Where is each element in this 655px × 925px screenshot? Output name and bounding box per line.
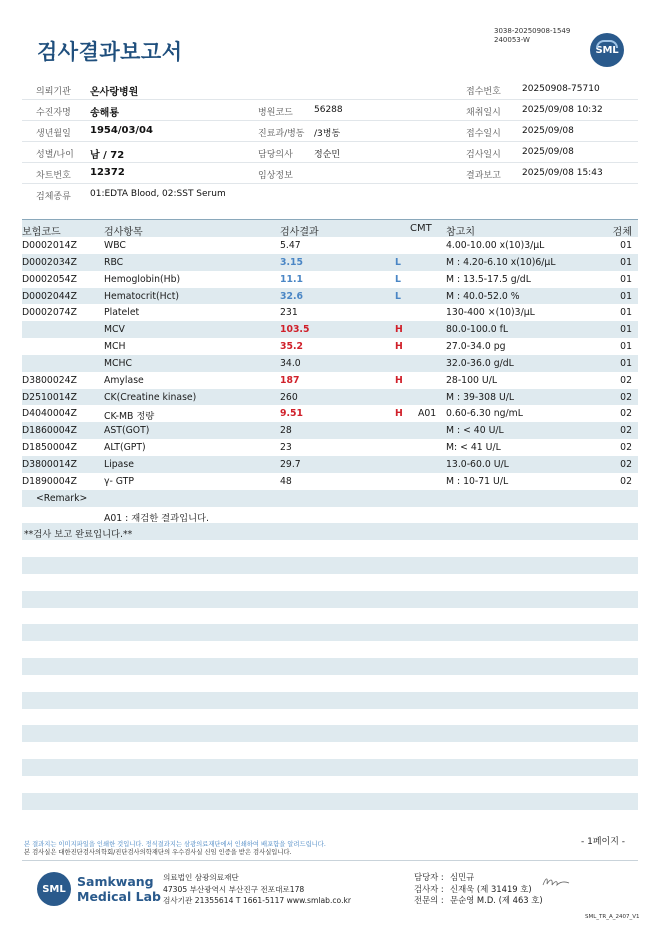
header-ref: 참고치 bbox=[446, 227, 475, 238]
specimen-value: 01:EDTA Blood, 02:SST Serum bbox=[90, 189, 226, 199]
cell-flag: L bbox=[395, 273, 401, 285]
staff-label: 전문의 : bbox=[414, 895, 444, 905]
cell-name: WBC bbox=[104, 240, 126, 251]
cell-ref: 130-400 ×(10)3/μL bbox=[446, 307, 535, 319]
cell-ref: 13.0-60.0 U/L bbox=[446, 458, 509, 470]
empty-row bbox=[22, 725, 638, 742]
cell-specimen: 01 bbox=[620, 290, 632, 302]
header-code: 보험코드 bbox=[22, 227, 61, 238]
cell-name: MCV bbox=[104, 324, 125, 336]
cell-ref: 80.0-100.0 fL bbox=[446, 324, 509, 336]
cell-code: D0002054Z bbox=[22, 273, 77, 285]
cell-code: D0002014Z bbox=[22, 240, 77, 251]
cell-result: 48 bbox=[280, 475, 292, 487]
cell-specimen: 02 bbox=[620, 425, 632, 437]
form-code: SML_TR_A_2407_V1 bbox=[585, 914, 640, 920]
table-row bbox=[22, 338, 638, 355]
cell-specimen: 02 bbox=[620, 442, 632, 454]
cell-flag: H bbox=[395, 408, 403, 420]
info-row bbox=[22, 142, 638, 163]
cell-result: 32.6 bbox=[280, 290, 303, 302]
cell-specimen: 01 bbox=[620, 357, 632, 369]
footer-brand bbox=[77, 874, 161, 904]
cell-specimen: 01 bbox=[620, 240, 632, 251]
collected-value: 2025/09/08 10:32 bbox=[522, 105, 603, 115]
chart-label: 차트번호 bbox=[36, 171, 71, 181]
brand-line1: Samkwang bbox=[77, 874, 154, 889]
footer-staff bbox=[414, 872, 543, 907]
footer-notes bbox=[24, 841, 326, 857]
patient-value: 송해룡 bbox=[90, 108, 119, 119]
dob-value: 1954/03/04 bbox=[90, 125, 153, 136]
cell-result: 29.7 bbox=[280, 458, 301, 470]
cell-ref: M : 13.5-17.5 g/dL bbox=[446, 273, 531, 285]
empty-row bbox=[22, 641, 638, 658]
cell-specimen: 01 bbox=[620, 256, 632, 268]
cell-name: ALT(GPT) bbox=[104, 442, 146, 454]
cell-result: 5.47 bbox=[280, 240, 301, 251]
cell-cmt: A01 bbox=[418, 408, 437, 420]
cell-name: MCH bbox=[104, 341, 126, 353]
cell-code: D0002034Z bbox=[22, 256, 77, 268]
tested-label: 검사일시 bbox=[466, 150, 501, 160]
hospital-code-label: 병원코드 bbox=[258, 108, 293, 118]
cell-code: D2510014Z bbox=[22, 391, 77, 403]
empty-row bbox=[22, 658, 638, 675]
document-id-line2: 240053-W bbox=[494, 35, 530, 44]
staff-value: 문순영 M.D. (제 463 호) bbox=[450, 895, 543, 905]
cell-result: 231 bbox=[280, 307, 298, 319]
org-contact: 검사기관 21355614 T 1661-5117 www.smlab.co.kr bbox=[163, 896, 351, 905]
collected-label: 채취일시 bbox=[466, 108, 501, 118]
cell-code: D1850004Z bbox=[22, 442, 77, 454]
cell-name: CK(Creatine kinase) bbox=[104, 391, 197, 403]
table-row bbox=[22, 456, 638, 473]
table-row bbox=[22, 473, 638, 490]
received-label: 접수일시 bbox=[466, 129, 501, 139]
cell-name: CK-MB 정량 bbox=[104, 411, 155, 423]
cell-ref: 0.60-6.30 ng/mL bbox=[446, 408, 523, 420]
table-row bbox=[22, 304, 638, 321]
footer-sml-logo-icon bbox=[37, 872, 71, 906]
sml-logo-text: SML bbox=[595, 44, 619, 56]
cell-result: 9.51 bbox=[280, 408, 303, 420]
table-row bbox=[22, 288, 638, 305]
cell-result: 11.1 bbox=[280, 273, 303, 285]
table-row bbox=[22, 405, 638, 422]
cell-ref: M : 40.0-52.0 % bbox=[446, 290, 520, 302]
cell-result: 34.0 bbox=[280, 357, 301, 369]
cell-code: D1890004Z bbox=[22, 475, 77, 487]
footer-note-cert: 본 검사실은 대한진단검사의학회/진단검사의학재단의 우수검사실 신임 인증을 받은 검사실입니다. bbox=[24, 849, 292, 856]
cell-flag: L bbox=[395, 256, 401, 268]
cell-name: RBC bbox=[104, 256, 124, 268]
cell-specimen: 02 bbox=[620, 458, 632, 470]
sex-age-value: 남 / 72 bbox=[90, 150, 125, 161]
table-row bbox=[22, 490, 638, 507]
document-id bbox=[494, 27, 570, 44]
cell-result: 103.5 bbox=[280, 324, 310, 336]
footer-divider bbox=[22, 860, 638, 861]
cell-specimen: 02 bbox=[620, 391, 632, 403]
empty-row bbox=[22, 675, 638, 692]
cell-ref: M : 10-71 U/L bbox=[446, 475, 509, 487]
cell-result: 187 bbox=[280, 374, 300, 386]
dept-label: 진료과/병동 bbox=[258, 129, 305, 139]
footer-org bbox=[163, 872, 351, 907]
empty-row bbox=[22, 574, 638, 591]
doctor-value: 정순민 bbox=[314, 150, 341, 160]
cell-code: D0002044Z bbox=[22, 290, 77, 302]
cell-flag: L bbox=[395, 290, 401, 302]
cell-flag: H bbox=[395, 341, 403, 353]
signature-icon bbox=[541, 875, 571, 889]
org-name: 의료법인 삼광의료재단 bbox=[163, 873, 239, 882]
sml-logo-icon bbox=[590, 33, 624, 67]
chart-value: 12372 bbox=[90, 167, 125, 178]
table-row bbox=[22, 422, 638, 439]
remark-text: A01 : 재검한 결과입니다. bbox=[104, 512, 209, 524]
reported-label: 결과보고 bbox=[466, 171, 501, 181]
empty-row bbox=[22, 591, 638, 608]
dept-value: /3병동 bbox=[314, 129, 341, 139]
cell-name: MCHC bbox=[104, 357, 132, 369]
footer-note-image: 본 결과지는 이미지파일을 인쇄한 것입니다. 정식결과지는 삼광의료재단에서 인쇄하여 배포함을 알려드립니다. bbox=[24, 841, 326, 848]
cell-specimen: 01 bbox=[620, 273, 632, 285]
empty-row bbox=[22, 608, 638, 625]
hospital-value: 온사랑병원 bbox=[90, 87, 139, 98]
page-title: 검사결과보고서 bbox=[37, 40, 183, 64]
staff-label: 담당자 : bbox=[414, 872, 444, 882]
report-complete: **검사 보고 완료입니다.** bbox=[24, 529, 133, 541]
staff-value: 신재욱 (제 31419 호) bbox=[450, 883, 532, 894]
empty-row bbox=[22, 692, 638, 709]
staff-label: 검사자 : bbox=[414, 883, 444, 894]
tested-value: 2025/09/08 bbox=[522, 147, 574, 157]
cell-result: 3.15 bbox=[280, 256, 303, 268]
header-cmt: CMT bbox=[410, 223, 432, 234]
table-row bbox=[22, 389, 638, 406]
cell-ref: M: < 41 U/L bbox=[446, 442, 501, 454]
patient-info bbox=[22, 79, 638, 205]
cell-result: 35.2 bbox=[280, 341, 303, 353]
cell-flag: H bbox=[395, 374, 403, 386]
hospital-label: 의뢰기관 bbox=[36, 87, 71, 97]
cell-specimen: 02 bbox=[620, 475, 632, 487]
cell-ref: 32.0-36.0 g/dL bbox=[446, 357, 514, 369]
cell-specimen: 01 bbox=[620, 324, 632, 336]
empty-row bbox=[22, 624, 638, 641]
cell-ref: M : 39-308 U/L bbox=[446, 391, 515, 403]
cell-flag: H bbox=[395, 324, 403, 336]
staff-value: 심민규 bbox=[450, 872, 475, 882]
table-header bbox=[22, 219, 638, 237]
receipt-no-label: 접수번호 bbox=[466, 87, 501, 97]
cell-code: D3800014Z bbox=[22, 458, 77, 470]
remark-label: <Remark> bbox=[36, 492, 88, 504]
cell-result: 23 bbox=[280, 442, 292, 454]
table-row bbox=[22, 237, 638, 254]
hospital-code-value: 56288 bbox=[314, 105, 343, 115]
cell-ref: M : 4.20-6.10 x(10)6/μL bbox=[446, 256, 556, 268]
info-row bbox=[22, 100, 638, 121]
table-row bbox=[22, 439, 638, 456]
cell-ref: 28-100 U/L bbox=[446, 374, 498, 386]
cell-name: Hemoglobin(Hb) bbox=[104, 273, 181, 285]
document-id-line1: 3038-20250908-1549 bbox=[494, 27, 571, 35]
cell-ref: M : < 40 U/L bbox=[446, 425, 504, 437]
cell-ref: 4.00-10.00 x(10)3/μL bbox=[446, 240, 545, 251]
table-row bbox=[22, 372, 638, 389]
brand-line2: Medical Lab bbox=[77, 889, 161, 904]
cell-specimen: 02 bbox=[620, 374, 632, 386]
cell-result: 260 bbox=[280, 391, 298, 403]
table-row bbox=[22, 321, 638, 338]
info-row bbox=[22, 121, 638, 142]
cell-ref: 27.0-34.0 pg bbox=[446, 341, 506, 353]
org-address: 47305 부산광역시 부산진구 전포대로178 bbox=[163, 884, 305, 894]
cell-name: Hematocrit(Hct) bbox=[104, 290, 179, 302]
info-row bbox=[22, 184, 638, 205]
cell-name: AST(GOT) bbox=[104, 425, 150, 437]
cell-name: γ- GTP bbox=[104, 475, 134, 487]
footer-logo-text: SML bbox=[42, 883, 66, 895]
header-result: 검사결과 bbox=[280, 227, 319, 238]
cell-code: D3800024Z bbox=[22, 374, 77, 386]
empty-row bbox=[22, 759, 638, 776]
reported-value: 2025/09/08 15:43 bbox=[522, 168, 603, 178]
empty-row bbox=[22, 776, 638, 793]
empty-row bbox=[22, 810, 638, 827]
dob-label: 생년월일 bbox=[36, 129, 71, 139]
cell-result: 28 bbox=[280, 425, 292, 437]
table-row bbox=[22, 355, 638, 372]
cell-specimen: 02 bbox=[620, 408, 632, 420]
patient-label: 수진자명 bbox=[36, 108, 71, 118]
cell-code: D1860004Z bbox=[22, 425, 77, 437]
cell-code: D4040004Z bbox=[22, 408, 77, 420]
info-row bbox=[22, 163, 638, 184]
cell-name: Amylase bbox=[104, 374, 144, 386]
table-row bbox=[22, 254, 638, 271]
specimen-label: 검체종류 bbox=[36, 192, 71, 202]
header-name: 검사항목 bbox=[104, 227, 143, 238]
results-table bbox=[22, 219, 638, 827]
doctor-label: 담당의사 bbox=[258, 150, 293, 160]
receipt-no-value: 20250908-75710 bbox=[522, 84, 600, 94]
clinical-label: 임상정보 bbox=[258, 171, 293, 181]
info-row bbox=[22, 79, 638, 100]
empty-row bbox=[22, 793, 638, 810]
cell-code: D0002074Z bbox=[22, 307, 77, 319]
cell-specimen: 01 bbox=[620, 307, 632, 319]
page-number: - 1페이지 - bbox=[581, 837, 626, 847]
empty-row bbox=[22, 540, 638, 557]
table-row bbox=[22, 507, 638, 524]
table-row bbox=[22, 271, 638, 288]
cell-name: Lipase bbox=[104, 458, 134, 470]
cell-specimen: 01 bbox=[620, 341, 632, 353]
received-value: 2025/09/08 bbox=[522, 126, 574, 136]
empty-row bbox=[22, 742, 638, 759]
empty-row bbox=[22, 557, 638, 574]
sex-age-label: 성별/나이 bbox=[36, 150, 74, 160]
cell-name: Platelet bbox=[104, 307, 140, 319]
empty-row bbox=[22, 709, 638, 726]
header-specimen: 검체 bbox=[612, 227, 632, 238]
table-row bbox=[22, 523, 638, 540]
